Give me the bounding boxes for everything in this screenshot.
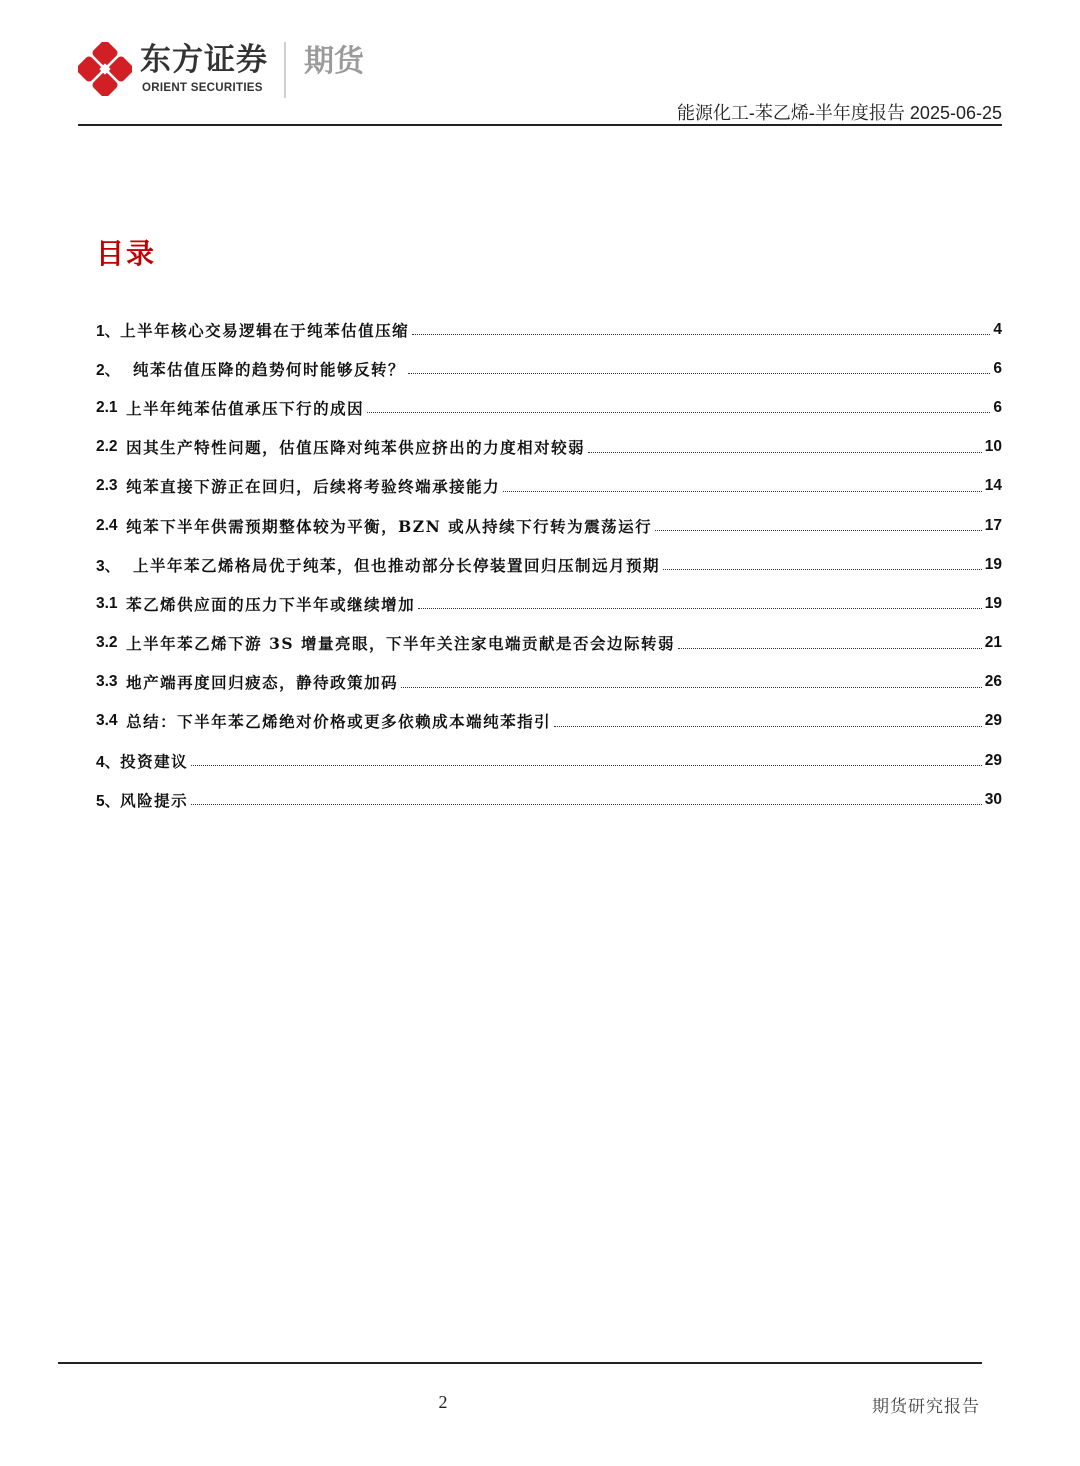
toc-entry-title: 投资建议 bbox=[120, 751, 189, 771]
logo-divider bbox=[284, 42, 286, 98]
header-rule bbox=[78, 124, 1002, 126]
toc-dot-leader bbox=[588, 438, 982, 453]
toc-entry-page: 4 bbox=[993, 320, 1002, 338]
toc-entry[interactable] bbox=[96, 702, 1002, 741]
toc-entry-page: 21 bbox=[984, 634, 1002, 652]
toc-dot-leader bbox=[412, 320, 990, 335]
toc-entry[interactable] bbox=[96, 741, 1002, 780]
toc-entry-title: 因其生产特性问题，估值压降对纯苯供应挤出的力度相对较弱 bbox=[126, 438, 586, 458]
toc-entry[interactable] bbox=[96, 349, 1002, 388]
toc-entry[interactable] bbox=[96, 624, 1002, 663]
footer-rule bbox=[58, 1362, 982, 1364]
toc-dot-leader bbox=[418, 594, 982, 609]
toc-entry-number: 3.1 bbox=[96, 594, 127, 612]
toc-entry-number: 2.1 bbox=[96, 398, 127, 416]
toc-entry[interactable] bbox=[96, 780, 1002, 819]
report-header-title: 能源化工-苯乙烯-半年度报告 2025-06-25 bbox=[676, 103, 1002, 123]
toc-entry-number: 3.2 bbox=[96, 634, 127, 652]
toc-entry[interactable] bbox=[96, 506, 1002, 545]
toc-entry-number: 4、 bbox=[96, 753, 121, 771]
toc-dot-leader bbox=[401, 673, 982, 688]
toc-entry-page: 10 bbox=[984, 438, 1002, 456]
toc-dot-leader bbox=[678, 634, 982, 649]
toc-dot-leader bbox=[191, 751, 982, 766]
toc-entry-title: 苯乙烯供应面的压力下半年或继续增加 bbox=[126, 594, 416, 614]
toc-entry[interactable] bbox=[96, 388, 1002, 427]
toc-entry-title: 纯苯估值压降的趋势何时能够反转？ bbox=[133, 359, 406, 379]
toc-entry-title: 总结：下半年苯乙烯绝对价格或更多依赖成本端纯苯指引 bbox=[126, 712, 552, 732]
toc-entry-number: 1、 bbox=[96, 322, 121, 340]
toc-dot-leader bbox=[367, 398, 990, 413]
toc-entry-number: 2.3 bbox=[96, 477, 127, 495]
toc-entry-title: 上半年纯苯估值承压下行的成因 bbox=[126, 398, 365, 418]
toc-dot-leader bbox=[503, 477, 982, 492]
toc-dot-leader bbox=[655, 516, 982, 531]
toc-entry[interactable] bbox=[96, 545, 1002, 584]
toc-entry-page: 19 bbox=[984, 594, 1002, 612]
toc-entry-title: 上半年核心交易逻辑在于纯苯估值压缩 bbox=[120, 320, 410, 340]
toc-entry-number: 5、 bbox=[96, 792, 121, 810]
toc-entry-number: 2.2 bbox=[96, 438, 127, 456]
toc-entry-title: 纯苯下半年供需预期整体较为平衡，BZN 或从持续下行转为震荡运行 bbox=[126, 516, 653, 536]
toc-entry-page: 26 bbox=[984, 673, 1002, 691]
toc-entry-page: 6 bbox=[993, 398, 1002, 416]
toc-entry-page: 30 bbox=[984, 790, 1002, 808]
toc-dot-leader bbox=[554, 712, 982, 727]
toc-entry-page: 29 bbox=[984, 751, 1002, 769]
toc-title: 目录 bbox=[96, 237, 157, 270]
toc-entry[interactable] bbox=[96, 310, 1002, 349]
toc-entry-page: 14 bbox=[984, 477, 1002, 495]
brand-name-cn: 东方证券 bbox=[140, 42, 268, 77]
toc-entry-title: 上半年苯乙烯下游 3S 增量亮眼，下半年关注家电端贡献是否会边际转弱 bbox=[126, 634, 675, 654]
brand-logo bbox=[78, 38, 378, 104]
toc-dot-leader bbox=[408, 359, 990, 374]
toc-entry-number: 3、 bbox=[96, 557, 134, 575]
toc-dot-leader bbox=[191, 790, 982, 805]
toc-list bbox=[96, 310, 1002, 819]
brand-name-en: ORIENT SECURITIES bbox=[142, 82, 263, 94]
toc-entry[interactable] bbox=[96, 428, 1002, 467]
toc-entry-title: 风险提示 bbox=[120, 790, 189, 810]
toc-entry-number: 3.3 bbox=[96, 673, 127, 691]
toc-entry-number: 3.4 bbox=[96, 712, 127, 730]
footer-label: 期货研究报告 bbox=[872, 1397, 980, 1417]
toc-entry-title: 纯苯直接下游正在回归，后续将考验终端承接能力 bbox=[126, 477, 501, 497]
orient-logo-icon bbox=[78, 42, 132, 96]
toc-entry-title: 上半年苯乙烯格局优于纯苯，但也推动部分长停装置回归压制远月预期 bbox=[133, 555, 661, 575]
toc-dot-leader bbox=[663, 555, 982, 570]
toc-entry[interactable] bbox=[96, 584, 1002, 623]
page-number: 2 bbox=[438, 1392, 448, 1412]
toc-entry-page: 17 bbox=[984, 516, 1002, 534]
toc-entry-page: 19 bbox=[984, 555, 1002, 573]
toc-entry-number: 2.4 bbox=[96, 516, 127, 534]
toc-entry[interactable] bbox=[96, 663, 1002, 702]
toc-entry-title: 地产端再度回归疲态，静待政策加码 bbox=[126, 673, 399, 693]
brand-division: 期货 bbox=[304, 45, 364, 78]
toc-entry-number: 2、 bbox=[96, 361, 134, 379]
toc-entry[interactable] bbox=[96, 467, 1002, 506]
toc-entry-page: 6 bbox=[993, 359, 1002, 377]
toc-entry-page: 29 bbox=[984, 712, 1002, 730]
